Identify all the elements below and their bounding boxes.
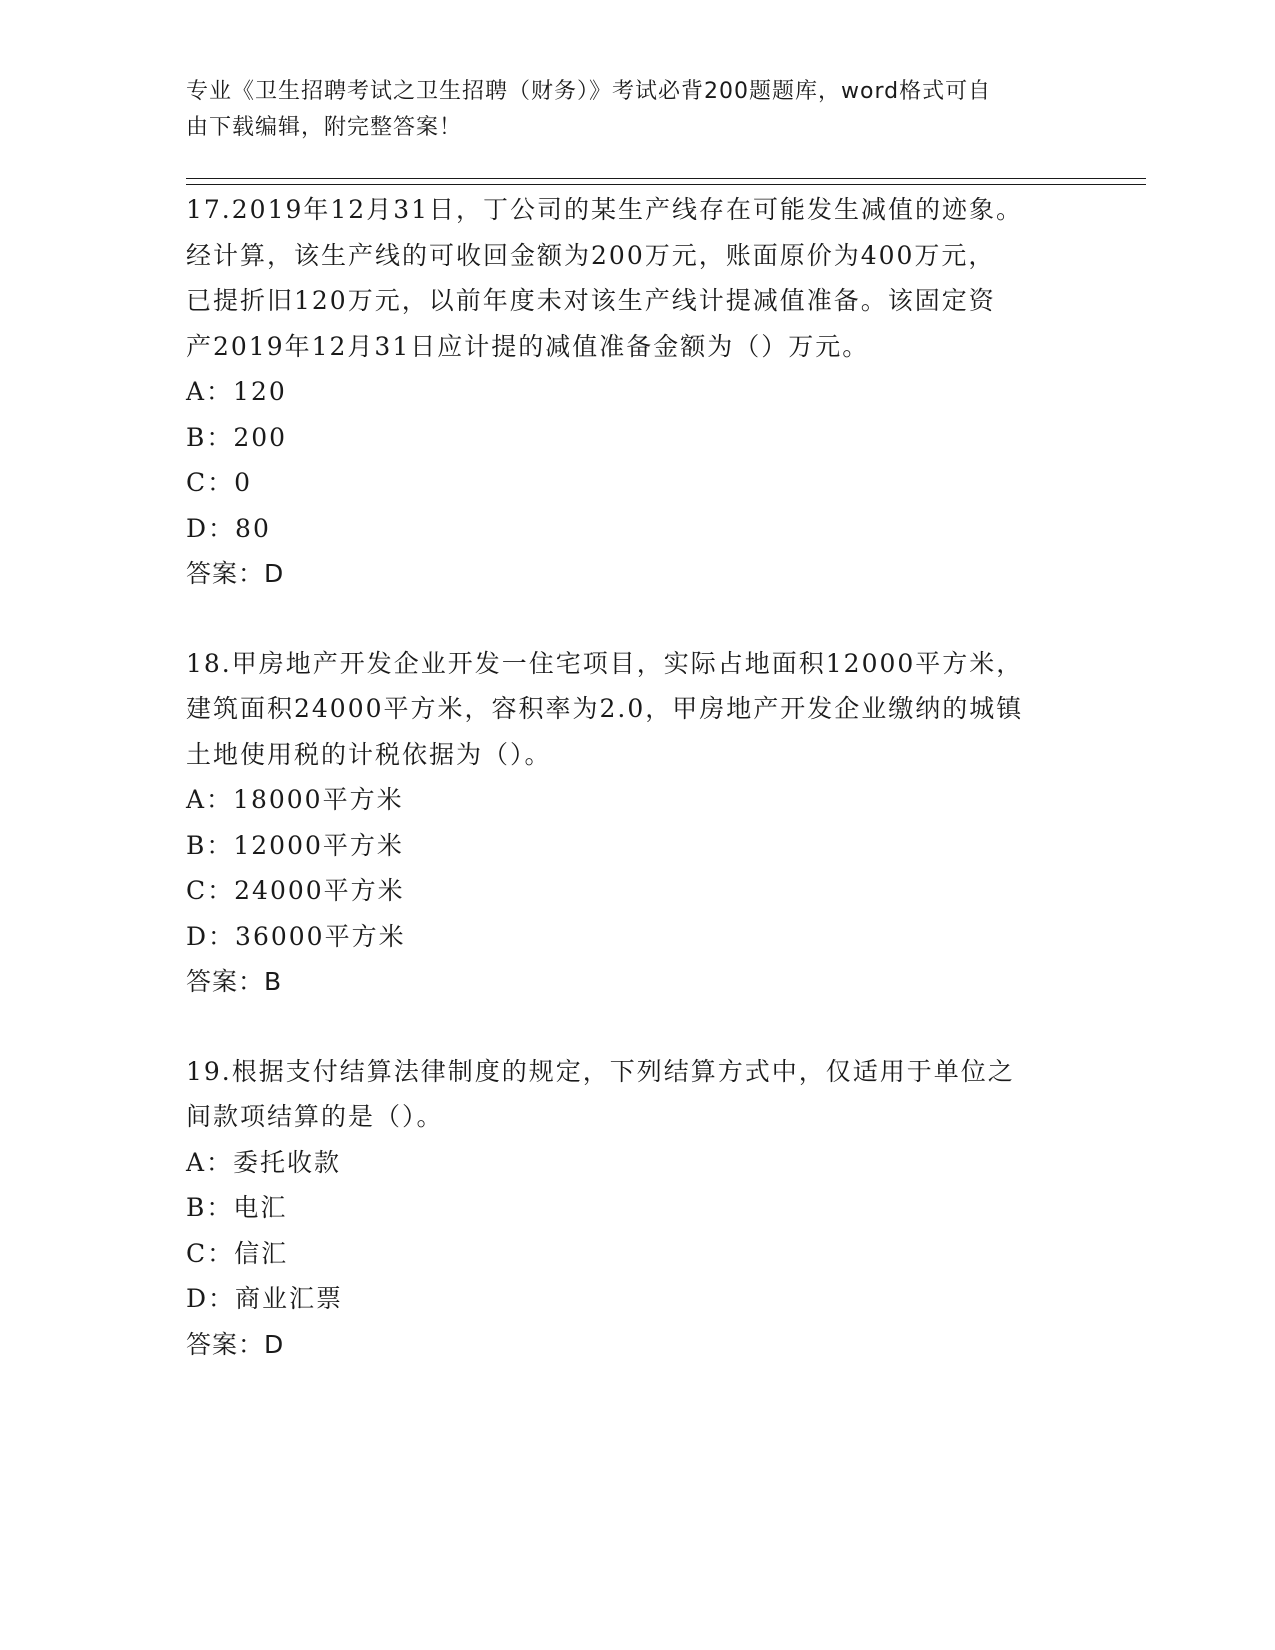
question-stem-line: 建筑面积24000平方米，容积率为2.0，甲房地产开发企业缴纳的城镇 <box>186 694 1024 723</box>
option-d: D：80 <box>186 513 271 543</box>
question-stem-line: 18.甲房地产开发企业开发一住宅项目，实际占地面积12000平方米， <box>186 648 1024 678</box>
option-a: A：120 <box>186 377 287 406</box>
question-18 <box>186 641 1086 1005</box>
question-stem-line: 已提折旧120万元，以前年度未对该生产线计提减值准备。该固定资 <box>186 286 996 315</box>
option-a: A：委托收款 <box>186 1147 342 1177</box>
question-list <box>186 187 1086 1411</box>
option-a: A：18000平方米 <box>186 785 404 814</box>
question-17 <box>186 187 1086 597</box>
question-stem-line: 17.2019年12月31日，丁公司的某生产线存在可能发生减值的迹象。 <box>186 195 1024 224</box>
header-divider-top <box>186 178 1146 179</box>
question-19 <box>186 1049 1086 1368</box>
option-b: B：200 <box>186 422 288 452</box>
header-line: 专业《卫生招聘考试之卫生招聘（财务）》考试必背200题题库，word格式可自 <box>186 79 992 104</box>
answer-label: 答案：D <box>186 1329 285 1359</box>
option-c: C：0 <box>186 468 253 497</box>
option-b: B：电汇 <box>186 1193 288 1222</box>
question-stem-line: 19.根据支付结算法律制度的规定，下列结算方式中，仅适用于单位之 <box>186 1056 1015 1086</box>
header-divider-bottom <box>186 184 1146 185</box>
option-b: B：12000平方米 <box>186 830 404 860</box>
option-d: D：36000平方米 <box>186 921 406 951</box>
option-c: C：信汇 <box>186 1238 289 1268</box>
answer-label: 答案：D <box>186 559 285 588</box>
question-stem-line: 间款项结算的是（）。 <box>186 1102 444 1131</box>
question-stem-line: 土地使用税的计税依据为（）。 <box>186 739 552 769</box>
document-header <box>186 74 1066 146</box>
answer-label: 答案：B <box>186 967 283 996</box>
option-c: C：24000平方米 <box>186 876 405 905</box>
question-stem-line: 产2019年12月31日应计提的减值准备金额为（）万元。 <box>186 331 870 361</box>
question-stem-line: 经计算，该生产线的可收回金额为200万元，账面原价为400万元， <box>186 240 996 270</box>
option-d: D：商业汇票 <box>186 1284 344 1313</box>
header-line: 由下载编辑，附完整答案！ <box>186 115 463 140</box>
